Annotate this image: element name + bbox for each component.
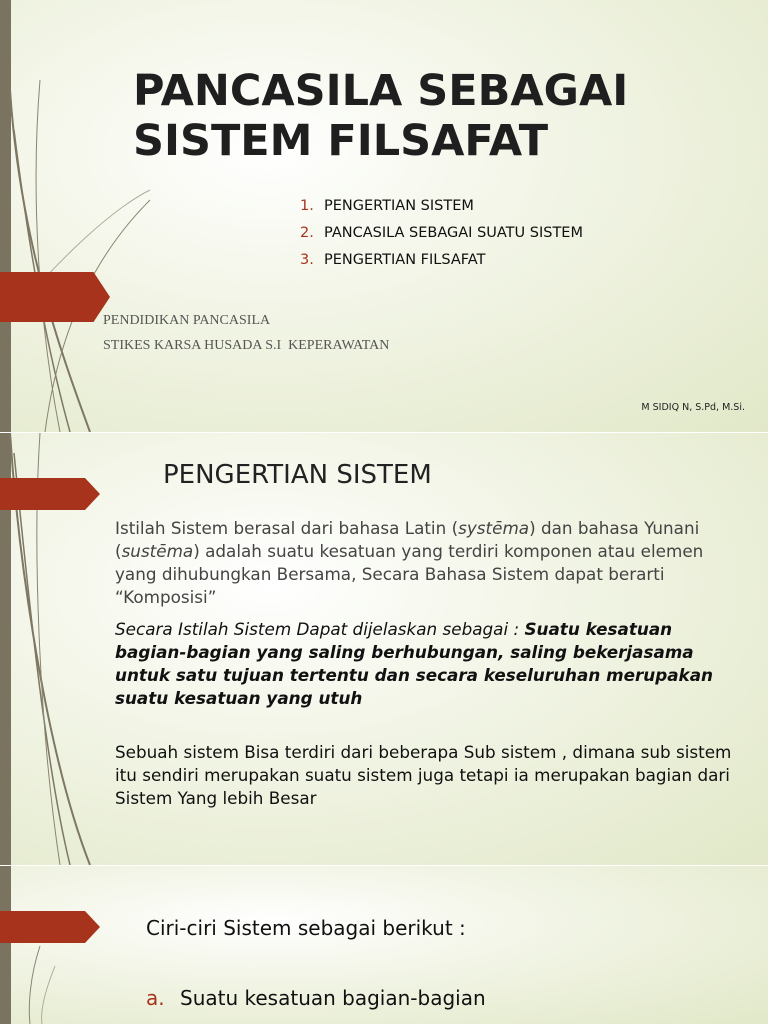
subtitle-course: PENDIDIKAN PANCASILA xyxy=(103,313,271,328)
list-item: 3. PENGERTIAN FILSAFAT xyxy=(300,252,486,268)
list-number: 1. xyxy=(300,198,314,214)
list-letter: a. xyxy=(146,986,165,1010)
characteristics-heading: Ciri-ciri Sistem sebagai berikut : xyxy=(146,916,466,940)
arrow-marker xyxy=(0,272,110,322)
list-item: 2. PANCASILA SEBAGAI SUATU SISTEM xyxy=(300,225,583,241)
list-item: a. Suatu kesatuan bagian-bagian xyxy=(146,986,486,1010)
arrow-marker xyxy=(0,911,100,943)
page-title: PANCASILA SEBAGAI SISTEM FILSAFAT xyxy=(133,66,629,166)
subtitle-institution: STIKES KARSA HUSADA S.I KEPERAWATAN xyxy=(103,338,390,353)
bullet-subsystem: Sebuah sistem Bisa terdiri dari beberapa Sub sistem , dimana sub sistem itu sendiri merupakan suatu sistem juga tetapi ia merupakan bagian dari Sistem Yang lebih Besar xyxy=(115,742,732,808)
list-item: 1. PENGERTIAN SISTEM xyxy=(300,198,474,214)
author: M SIDIQ N, S.Pd, M.Si. xyxy=(641,402,745,413)
swoosh-decoration xyxy=(0,0,200,432)
arrow-marker xyxy=(0,478,100,510)
bullet-etymology: Istilah Sistem berasal dari bahasa Latin (systēma) dan bahasa Yunani (sustēma) adalah suatu kesatuan yang terdiri komponen atau elemen yang dihubungkan Bersama, Secara Bahasa Sistem dapat berarti “Komposisi” xyxy=(115,518,704,607)
bullet-definition: Secara Istilah Sistem Dapat dijelaskan sebagai : Suatu kesatuan bagian-bagian yang saling berhubungan, saling bekerjasama untuk satu tujuan tertentu dan secara keseluruhan merupakan suatu kesatuan yang utuh xyxy=(115,619,713,708)
topic-list xyxy=(300,196,583,277)
list-number: 3. xyxy=(300,252,314,268)
section-heading: PENGERTIAN SISTEM xyxy=(163,460,432,490)
list-number: 2. xyxy=(300,225,314,241)
